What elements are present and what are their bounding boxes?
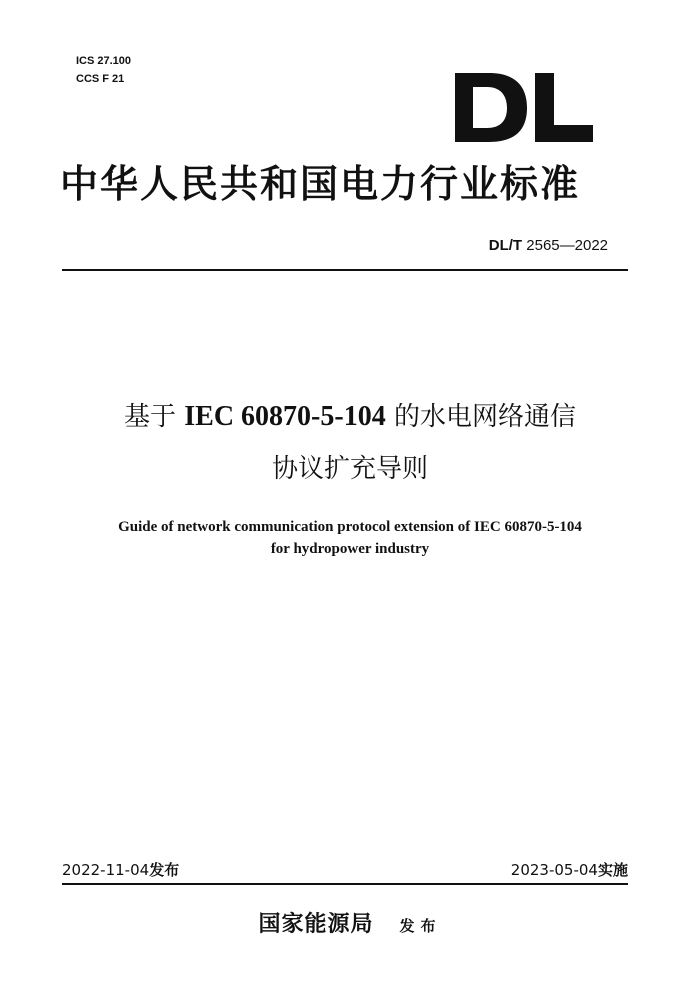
- org-title: 中华人民共和国电力行业标准: [60, 161, 581, 206]
- title-cn-line-1: [0, 400, 700, 434]
- publisher-action: 发布: [399, 917, 442, 935]
- standard-code: 2565—2022: [522, 237, 608, 254]
- dl-logo: [455, 70, 595, 145]
- dl-logo-graphic: [455, 70, 595, 145]
- title-cn-suffix: 的水电网络通信: [385, 402, 576, 432]
- publisher-name: 国家能源局: [258, 911, 374, 937]
- ics-code: ICS 27.100: [76, 55, 132, 67]
- issued-date: [62, 860, 179, 880]
- effective-label: 实施: [597, 861, 628, 879]
- title-en-line-1: Guide of network communication protocol extension of IEC 60870-5-104: [118, 519, 582, 535]
- logo-letter-d: [455, 73, 527, 142]
- logo-text: DL: [455, 70, 457, 71]
- issued-date-value: 2022-11-04: [62, 861, 150, 879]
- standard-number: [489, 236, 608, 256]
- ccs-code: CCS F 21: [76, 73, 125, 85]
- publisher: [0, 908, 700, 942]
- effective-date: [511, 860, 628, 880]
- title-cn-line-2: 协议扩充导则: [271, 454, 428, 484]
- issued-label: 发布: [149, 861, 180, 879]
- title-cn-code: IEC 60870-5-104: [184, 401, 386, 432]
- top-divider: [62, 269, 628, 271]
- title-cn-prefix: 基于: [124, 402, 185, 432]
- title-en-line-2: for hydropower industry: [270, 541, 430, 557]
- bottom-divider: [62, 883, 628, 885]
- standard-prefix: DL/T: [488, 237, 523, 254]
- logo-letter-l: [535, 73, 593, 142]
- effective-date-value: 2023-05-04: [510, 861, 598, 879]
